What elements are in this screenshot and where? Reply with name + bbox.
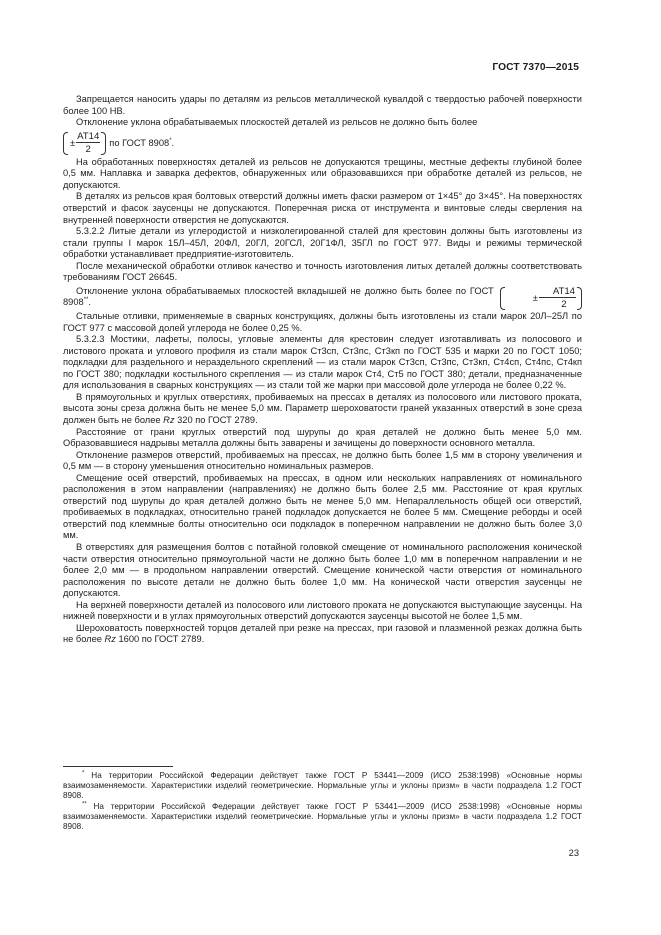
body-text	[63, 94, 582, 646]
fraction-denominator: 2	[561, 299, 567, 311]
plus-minus-sign: ±	[70, 137, 76, 148]
standard-reference: по ГОСТ 8908	[63, 285, 494, 308]
footnote: * На территории Российской Федерации действует также ГОСТ Р 53441—2009 (ИСО 2538:1998) «Основные нормы взаимозаменяемости. Характеристики изделий геометрические. Нормальные углы и уклоны призм» в части подраздела 1.2 ГОСТ 8908.	[63, 770, 582, 801]
footnote-mark: **	[82, 800, 87, 807]
tolerance-fraction	[63, 131, 106, 156]
paragraph: 5.3.2.3 Мостики, лафеты, полосы, угловые элементы для крестовин следует изготавливать из полосового и листового проката и углового профиля из стали марок Ст3сп, Ст3пс, Ст3кп по ГОСТ 535 и марки 20 по ГОСТ 1050; подкладки для раздельного и нераздельного скреплений — из стали марок Ст3сп, Ст3пс, Ст3кп, Ст4сп, Ст4пс, Ст4кп по ГОСТ 380; подкладки костыльного скрепления — из стали марок Ст4, Ст5 по ГОСТ 380; детали, предназначенные для использования в сварных конструкциях — из стали той же марки при массовой доле углерода не более 0,22 %.	[63, 334, 582, 391]
paragraph: Шероховатость поверхностей торцов деталей при резке на прессах, при газовой и плазменной резках должна быть не более Rz 1600 по ГОСТ 2789.	[63, 622, 582, 645]
roughness-symbol: Rz	[104, 634, 116, 645]
paragraph: В деталях из рельсов края болтовых отверстий должны иметь фаски размером от 1×45° до 3×45°. На поверхностях отверстий и фасок заусенцы не допускаются. Поперечная риска от инструмента и винтовые следы сверления на внутренней поверхности отверстия не допускаются.	[63, 191, 582, 225]
footnote-mark: *	[82, 770, 85, 777]
right-paren	[577, 287, 582, 310]
tolerance-fraction	[500, 286, 582, 311]
paragraph: В отверстиях для размещения болтов с потайной головкой смещение от номинального расположения конической части отверстия относительно прямоугольной части не должно быть более 1,0 мм в поперечном направлении и не более 2,0 мм — в продольном направлении отверстий. Смещение конической части отверстия от номинального расположения по высоте детали не должно быть более 1,0 мм. На конической части отверстия заусенцы не допускаются.	[63, 541, 582, 599]
paragraph: Расстояние от грани круглых отверстий под шурупы до края деталей не должно быть менее 5,0 мм. Образовавшиеся надрывы металла должны быть заварены и зачищены до поверхности основного металла.	[63, 426, 582, 449]
right-paren	[101, 132, 106, 155]
left-paren	[63, 132, 68, 155]
paragraph: После механической обработки отливок качество и точность изготовления литых деталей должны соответствовать требованиям ГОСТ 26645.	[63, 260, 582, 283]
paragraph: Стальные отливки, применяемые в сварных конструкциях, должны быть изготовлены из стали марок 20Л–25Л по ГОСТ 977 с массовой долей углерода не более 0,25 %.	[63, 311, 582, 333]
fraction-numerator: АТ14	[539, 286, 576, 299]
paragraph: 5.3.2.2 Литые детали из углеродистой и низколегированной сталей для крестовин должны быть изготовлены из стали группы I марок 15Л–45Л, 20ФЛ, 20ГЛ, 20ГСЛ, 20Г1ФЛ, 35ГЛ по ГОСТ 977. Виды и режимы термической обработки устанавливает предприятие-изготовитель.	[63, 226, 582, 260]
paragraph: Отклонение размеров отверстий, пробиваемых на прессах, не должно быть более 1,5 мм в сторону увеличения и 0,5 мм — в сторону уменьшения относительно номинальных размеров.	[63, 449, 582, 472]
footnote-divider	[63, 766, 173, 767]
left-paren	[500, 287, 505, 310]
paragraph: Смещение осей отверстий, пробиваемых на прессах, в одном или нескольких направлениях от номинального расположения в этом направлении (направлениях) не должно быть более 2,5 мм. Расстояние от края круглых отверстий под шурупы до края деталей должно быть не менее 5,0 мм. Непараллельность общей оси отверстий, пробиваемых в подкладках, относительно граней подкладок допускается не более 5 мм. Смещение реборды и осей отверстий под клеммные болты относительно оси подкладок в поперечном направлении не должно быть более 3,0 мм.	[63, 472, 582, 541]
paragraph: На обработанных поверхностях деталей из рельсов не допускаются трещины, местные дефекты глубиной более 0,5 мм. Наплавка и заварка дефектов, обнаруженных или образовавшихся при обработке деталей из рельсов, не допускаются.	[63, 156, 582, 190]
footnote-ref: **	[83, 297, 89, 304]
fraction-numerator: АТ14	[77, 130, 100, 142]
paragraph-with-fraction: ± $\frac{АТ14}{2}$ Отклонение уклона обрабатываемых плоскостей вкладышей не должно быть более по ГОСТ 8908**.	[63, 286, 582, 309]
standard-reference: по ГОСТ 8908	[109, 137, 170, 148]
footnote-ref: *	[169, 137, 172, 144]
paragraph: В прямоугольных и круглых отверстиях, пробиваемых на прессах в деталях из полосового или листового проката, высота зоны среза должна быть не менее 5,0 мм. Параметр шероховатости граней указанных отверстий в зоне среза должен быть не более Rz 320 по ГОСТ 2789.	[63, 391, 582, 425]
paragraph-with-fraction: ± $\frac{АТ14}{2}$ по ГОСТ 8908*.	[63, 131, 582, 156]
plus-minus-sign: ±	[532, 292, 538, 303]
roughness-symbol: Rz	[163, 414, 175, 425]
page-header: ГОСТ 7370—2015	[492, 62, 579, 73]
footnote: ** На территории Российской Федерации действует также ГОСТ Р 53441—2009 (ИСО 2538:1998) «Основные нормы взаимозаменяемости. Характеристики изделий геометрические. Нормальные углы и уклоны призм» в части подраздела 1.2 ГОСТ 8908.	[63, 800, 582, 832]
paragraph: Отклонение уклона обрабатываемых плоскостей деталей из рельсов не должно быть более	[76, 117, 478, 128]
fraction-denominator: 2	[85, 144, 91, 156]
footnotes	[63, 771, 582, 832]
paragraph: Запрещается наносить удары по деталям из рельсов металлической кувалдой с твердостью рабочей поверхности более 100 НВ.	[63, 94, 582, 116]
page-number: 23	[568, 848, 579, 858]
paragraph: На верхней поверхности деталей из полосового или листового проката не допускаются выступающие заусенцы. На нижней поверхности и в углах прямоугольных отверстий допускаются заусенцы высотой не более 1,5 мм.	[63, 599, 582, 622]
